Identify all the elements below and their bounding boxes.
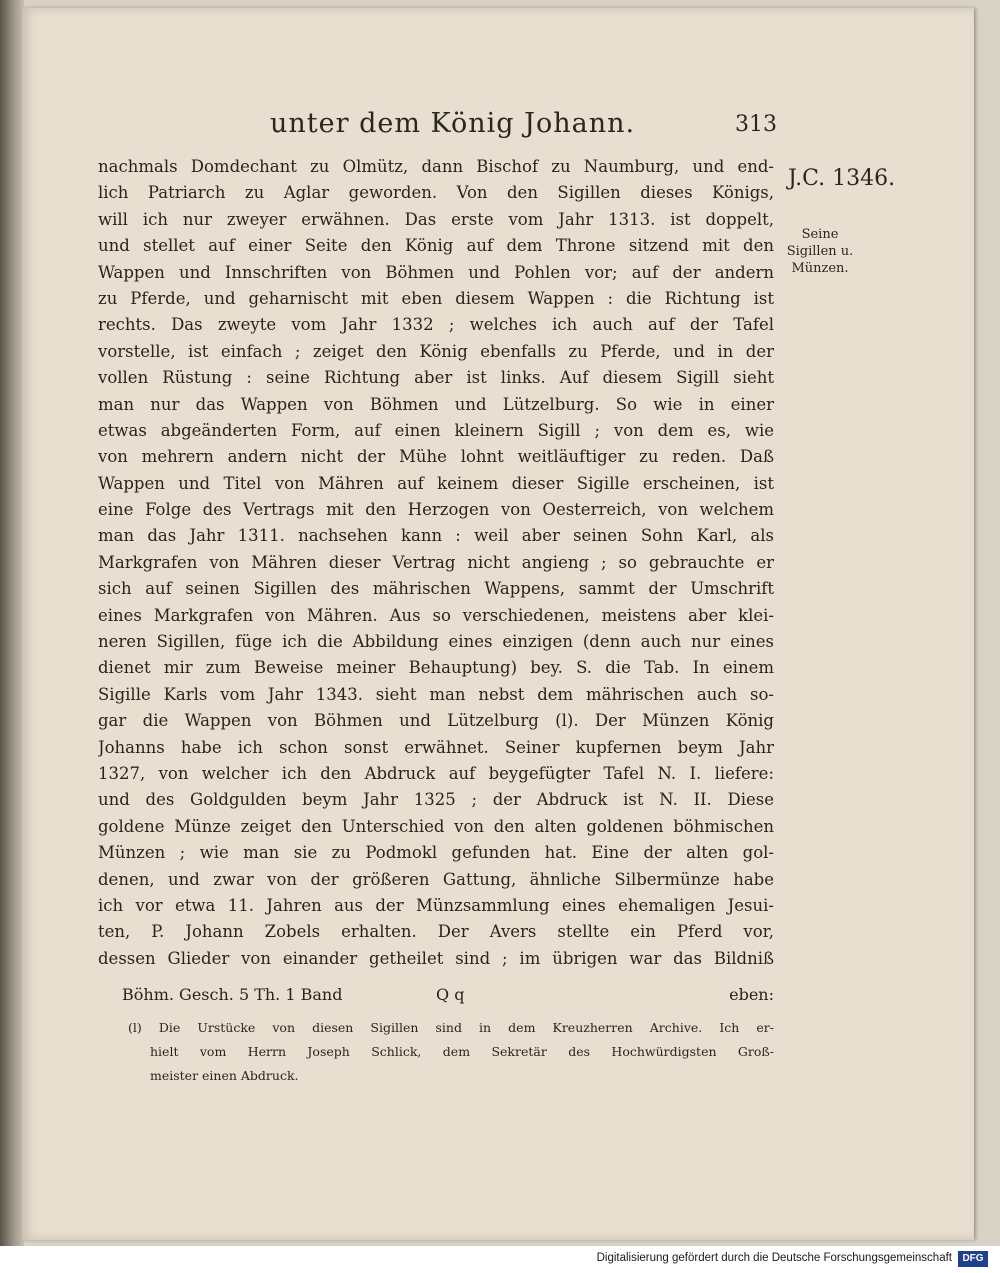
text-line: rechts. Das zweyte vom Jahr 1332 ; welches ich auch auf der Tafel bbox=[98, 315, 774, 335]
text-line: sich auf seinen Sigillen des mährischen Wappens, sammt der Umschrift bbox=[98, 579, 774, 599]
text-line: gar die Wappen von Böhmen und Lützelburg (l). Der Münzen König bbox=[98, 711, 774, 731]
sheet-signature: Q q bbox=[436, 985, 465, 1004]
text-line: will ich nur zweyer erwähnen. Das erste vom Jahr 1313. ist doppelt, bbox=[98, 209, 774, 229]
text-line: eines Markgrafen von Mähren. Aus so verschiedenen, meistens aber klei- bbox=[98, 605, 774, 625]
binding-edge bbox=[0, 0, 24, 1246]
footnote bbox=[128, 1016, 774, 1088]
text-line: und des Goldgulden beym Jahr 1325 ; der Abdruck ist N. II. Diese bbox=[98, 790, 774, 810]
margin-note bbox=[784, 226, 856, 277]
text-line: 1327, von welcher ich den Abdruck auf beygefügter Tafel N. I. liefere: bbox=[98, 763, 774, 783]
text-line: ich vor etwa 11. Jahren aus der Münzsammlung eines ehemaligen Jesui- bbox=[98, 895, 774, 915]
text-line: von mehrern andern nicht der Mühe lohnt weitläuftiger zu reden. Daß bbox=[98, 447, 774, 467]
running-head: unter dem König Johann. bbox=[270, 108, 636, 139]
signature-row bbox=[98, 982, 774, 1008]
text-line: Markgrafen von Mähren dieser Vertrag nicht angieng ; so gebrauchte er bbox=[98, 552, 774, 572]
text-line: eine Folge des Vertrags mit den Herzogen von Oesterreich, von welchem bbox=[98, 500, 774, 520]
text-line: man nur das Wappen von Böhmen und Lützelburg. So wie in einer bbox=[98, 394, 774, 414]
footnote-line: meister einen Abdruck. bbox=[150, 1068, 299, 1083]
text-line: dienet mir zum Beweise meiner Behauptung) bey. S. die Tab. In einem bbox=[98, 658, 774, 678]
text-line: man das Jahr 1311. nachsehen kann : weil aber seinen Sohn Karl, als bbox=[98, 526, 774, 546]
catchword: eben: bbox=[729, 985, 774, 1004]
margin-note-line: Münzen. bbox=[791, 261, 849, 276]
text-line: Wappen und Titel von Mähren auf keinem dieser Sigille erscheinen, ist bbox=[98, 473, 774, 493]
text-line: Johanns habe ich schon sonst erwähnet. Seiner kupfernen beym Jahr bbox=[98, 737, 774, 757]
page-number: 313 bbox=[735, 112, 777, 137]
text-line: etwas abgeänderten Form, auf einen kleinern Sigill ; von dem es, wie bbox=[98, 420, 774, 440]
text-line: Münzen ; wie man sie zu Podmokl gefunden hat. Eine der alten gol- bbox=[98, 843, 774, 863]
dfg-logo: DFG bbox=[958, 1251, 988, 1267]
footnote-line: hielt vom Herrn Joseph Schlick, dem Sekretär des Hochwürdigsten Groß- bbox=[150, 1044, 774, 1059]
text-line: dessen Glieder von einander getheilet sind ; im übrigen war das Bildniß bbox=[98, 948, 774, 968]
margin-date: J.C. 1346. bbox=[788, 166, 896, 191]
footnote-line: (l) Die Urstücke von diesen Sigillen sind in dem Kreuzherren Archive. Ich er- bbox=[128, 1020, 774, 1035]
margin-note-line: Seine bbox=[801, 227, 839, 242]
text-line: lich Patriarch zu Aglar geworden. Von den Sigillen dieses Königs, bbox=[98, 183, 774, 203]
text-line: goldene Münze zeiget den Unterschied von den alten goldenen böhmischen bbox=[98, 816, 774, 836]
funding-text: Digitalisierung gefördert durch die Deutsche Forschungsgemeinschaft bbox=[596, 1252, 952, 1264]
margin-note-line: Sigillen u. bbox=[786, 244, 854, 259]
text-line: Sigille Karls vom Jahr 1343. sieht man nebst dem mährischen auch so- bbox=[98, 684, 774, 704]
text-line: neren Sigillen, füge ich die Abbildung eines einzigen (denn auch nur eines bbox=[98, 632, 774, 652]
text-line: ten, P. Johann Zobels erhalten. Der Avers stellte ein Pferd vor, bbox=[98, 922, 774, 942]
text-line: nachmals Domdechant zu Olmütz, dann Bischof zu Naumburg, und end- bbox=[98, 157, 774, 176]
volume-signature: Böhm. Gesch. 5 Th. 1 Band bbox=[122, 985, 343, 1004]
text-line: zu Pferde, und geharnischt mit eben diesem Wappen : die Richtung ist bbox=[98, 288, 774, 308]
body-text bbox=[98, 154, 774, 972]
text-line: vollen Rüstung : seine Richtung aber ist links. Auf diesem Sigill sieht bbox=[98, 368, 774, 388]
text-line: und stellet auf einer Seite den König auf dem Throne sitzend mit den bbox=[98, 236, 774, 256]
text-line: vorstelle, ist einfach ; zeiget den König ebenfalls zu Pferde, und in der bbox=[98, 341, 774, 361]
funding-footer bbox=[0, 1246, 1000, 1273]
text-line: Wappen und Innschriften von Böhmen und Pohlen vor; auf der andern bbox=[98, 262, 774, 282]
text-line: denen, und zwar von der größeren Gattung, ähnliche Silbermünze habe bbox=[98, 869, 774, 889]
